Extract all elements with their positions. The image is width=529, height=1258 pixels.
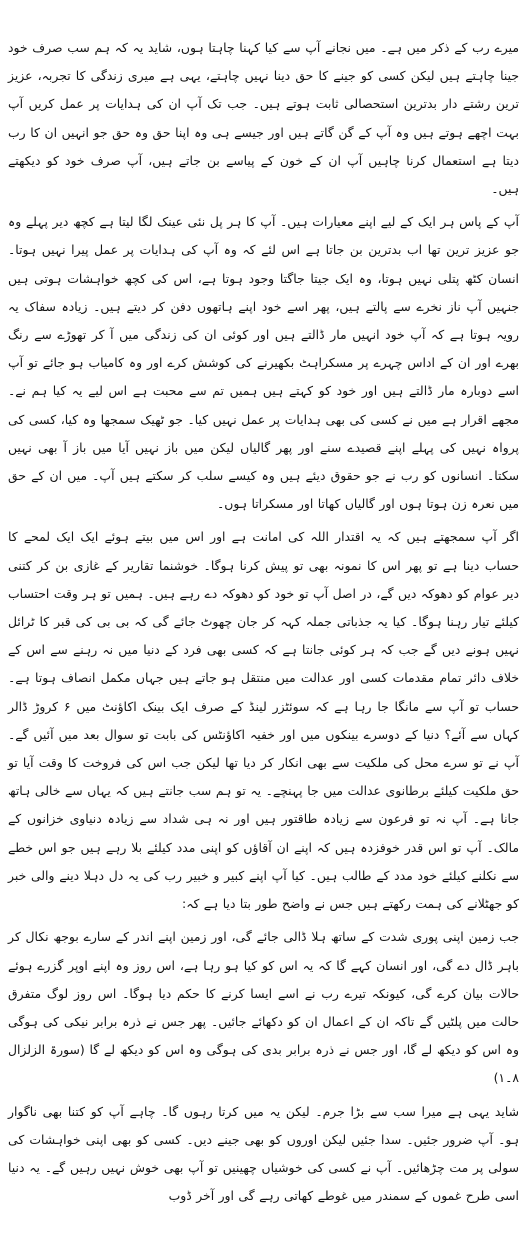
paragraph-5: شاید یہی ہے میرا سب سے بڑا جرم۔ لیکن یہ میں کرتا رہوں گا۔ چاہے آپ کو کتنا بھی ناگوار ہو۔ آپ ضرور جئیں۔ سدا جئیں لیکن اوروں کو بھی جینے دیں۔ کسی کو بھی اپنی خواہشات کی سولی پر مت چڑھائیں۔ آپ نے کسی کی خوشیاں چھینیں تو آپ بھی خوش نہیں رہیں گے۔ یہ دنیا اسی طرح غموں کے سمندر میں غوطے کھاتی رہے گی اور آخر ڈوب [8, 1103, 519, 1204]
paragraph-2: آپ کے پاس ہر ایک کے لیے اپنے معیارات ہیں۔ آپ کا ہر پل نئی عینک لگا لیتا ہے کچھ دیر پہلے وہ جو عزیز ترین تھا اب بدترین بن جاتا ہے اس لئے کہ وہ آپ کی ہدایات پر عمل پیرا نہیں ہوتا۔ انسان کٹھ پتلی نہیں ہوتا، وہ ایک جیتا جاگتا وجود ہوتا ہے، اس کی کچھ خواہشات ہوتی ہیں جنہیں آپ ناز نخرے سے پالتے ہیں، پھر اسے خود اپنے ہاتھوں دفن کر دیتے ہیں۔ زیادہ سفاک یہ رویہ ہوتا ہے کہ آپ خود انہیں مار ڈالتے ہیں اور کوئی ان کی زندگی میں آ کر تھوڑے سے رنگ بھرے اور ان کے اداس چہرے پر مسکراہٹ بکھیرنے کی کوشش کرے اور وہ کامیاب ہو جائے تو آپ اسے دوبارہ مار ڈالتے ہیں اور خود کو کہتے ہیں ہمیں تم سے محبت ہے اس لیے یہ کیا ہم نے۔ مجھے اقرار ہے میں نے کسی کی بھی ہدایات پر عمل نہیں کیا۔ جو ٹھیک سمجھا وہ کیا، کسی کی پرواہ نہیں کی پہلے اپنے قصیدے سنے اور پھر گالیاں لیکن میں باز نہیں آیا میں باز آ بھی نہیں سکتا۔ انسانوں کو رب نے جو حقوق دیئے ہیں وہ کیسے سلب کر سکتے ہیں آپ۔ میں ان کے حق میں نعرہ زن ہوتا ہوں اور گالیاں کھاتا اور مسکراتا ہوں۔ [8, 214, 519, 512]
paragraph-3: اگر آپ سمجھتے ہیں کہ یہ اقتدار اللہ کی امانت ہے اور اس میں بیتے ہوئے ایک ایک لمحے کا حساب دینا ہے تو پھر اس کا نمونہ بھی تو پیش کرنا ہوگا۔ خوشنما تقاریر کے غازی بن کر کتنی دیر عوام کو دھوکہ دیں گے، در اصل آپ تو خود کو دھوکہ دے رہے ہیں۔ ہمیں تو ہر وقت احتساب کیلئے تیار رہنا ہوگا۔ کیا یہ جذباتی جملہ کہہ کر جان چھوٹ جائے گی کہ بی بی کی قبر کا ٹرائل نہیں ہونے دیں گے جب کہ ہر کوئی جانتا ہے کہ کسی بھی فرد کے دنیا میں نہ رہنے سے اس کے خلاف دائر تمام مقدمات کسی اور عدالت میں منتقل ہو جاتے ہیں جہاں مکمل انصاف ہوتا ہے۔ حساب تو آپ سے مانگا جا رہا ہے کہ سوئٹزر لینڈ کے صرف ایک بینک اکاؤنٹ میں ۶ کروڑ ڈالر کہاں سے آئے؟ دنیا کے دوسرے بینکوں میں اور خفیہ اکاؤنٹس کی بابت تو سوال بعد میں آئیں گے۔ آپ نے تو سرے محل کی ملکیت سے بھی انکار کر دیا تھا لیکن جب اس کی فروخت کا وقت آیا تو حق ملکیت کیلئے برطانوی عدالت میں جا پہنچے۔ یہ تو ہم سب جانتے ہیں کہ یہاں سے خالی ہاتھ جانا ہے۔ آپ نہ تو فرعون سے زیادہ طاقتور ہیں اور نہ ہی شداد سے زیادہ دنیاوی خزانوں کے مالک۔ آپ تو اس قدر خوفزدہ ہیں کہ اپنے ان آقاؤں کو اپنی مدد کیلئے بلا رہے ہیں جو اس خطے سے نکلنے کیلئے خود مدد کے طالب ہیں۔ کیا آپ اپنے کبیر و خبیر رب کی یہ دل دہلا دینے والی خبر کو جھٹلانے کی ہمت رکھتے ہیں جس نے واضح طور بتا دیا ہے کہ: [8, 529, 520, 912]
paragraph-1: میرے رب کے ذکر میں ہے۔ میں نجانے آپ سے کیا کہنا چاہتا ہوں، شاید یہ کہ ہم سب صرف خود جینا چاہتے ہیں لیکن کسی کو جینے کا حق دینا نہیں چاہتے، یہی ہے میری زندگی کا تجربہ، عزیز ترین رشتے دار بدترین استحصالی ثابت ہوتے ہیں۔ جب تک آپ ان کی ہدایات پر عمل کریں آپ بہت اچھے ہوتے ہیں وہ آپ کے گن گاتے ہیں اور جیسے ہی وہ اپنا حق وہ حق جو انہیں ان کا رب دیتا ہے استعمال کرنا چاہیں آپ ان کے خون کے پیاسے بن جاتے ہیں، آپ صرف خود کو دیکھتے ہیں۔ [8, 40, 519, 197]
quran-quote-paragraph: جب زمین اپنی پوری شدت کے ساتھ ہلا ڈالی جائے گی، اور زمین اپنے اندر کے سارے بوجھ نکال کر باہر ڈال دے گی، اور انسان کہے گا کہ یہ اس کو کیا ہو رہا ہے، اس روز وہ اپنے اوپر گزرے ہوئے حالات بیان کرے گی، کیونکہ تیرے رب نے اسے ایسا کرنے کا حکم دیا ہوگا۔ اس روز لوگ متفرق حالت میں پلٹیں گے تاکہ ان کے اعمال ان کو دکھائے جائیں۔ پھر جس نے ذرہ برابر نیکی کی ہوگی وہ اس کو دیکھ لے گا، اور جس نے ذرہ برابر بدی کی ہوگی وہ اس کو دیکھ لے گا (سورۃ الزلزال ۸۔۱) [8, 929, 519, 1086]
